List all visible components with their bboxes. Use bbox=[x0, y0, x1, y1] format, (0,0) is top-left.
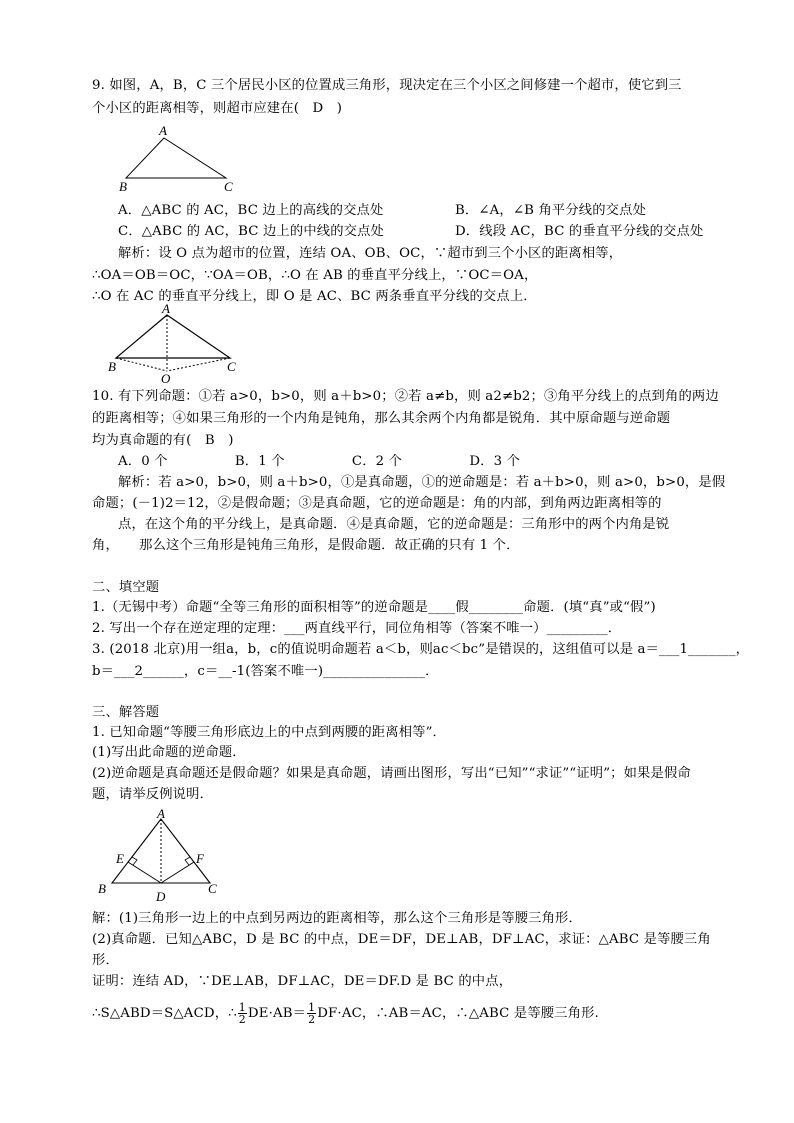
section-fill-in-title: 二、填空题 bbox=[92, 580, 160, 595]
fig3-label-f: F bbox=[196, 851, 204, 866]
triangle-figure-abco bbox=[100, 303, 250, 385]
fig2-label-c: C bbox=[227, 359, 236, 374]
q9-explanation-line3: ∴O 在 AC 的垂直平分线上，即 O 是 AC、BC 两条垂直平分线的交点上． bbox=[92, 289, 537, 304]
q10-explanation-line3: 点，在这个角的平分线上，是真命题．④是真命题，它的逆命题是：三角形中的两个内角是锐 bbox=[118, 517, 670, 532]
isosceles-triangle-figure bbox=[92, 806, 232, 906]
solution-part2-line1: (2)真命题．已知△ABC，D 是 BC 的中点，DE＝DF，DE⊥AB，DF⊥AC，求证：△ABC 是等腰三角 bbox=[92, 932, 711, 947]
fig3-label-c: C bbox=[208, 881, 217, 896]
fig3-label-b: B bbox=[98, 881, 106, 896]
q9-option-b: B．∠A，∠B 角平分线的交点处 bbox=[455, 203, 647, 218]
q10-options: A．0 个 B．1 个 C．2 个 D．3 个 bbox=[118, 454, 521, 469]
proof-line1: 证明：连结 AD，∵DE⊥AB，DF⊥AC，DE＝DF.D 是 BC 的中点， bbox=[92, 974, 513, 989]
q10-stem-line2: 的距离相等；④如果三角形的一个内角是钝角，那么其余两个内角都是锐角．其中原命题与逆命题 bbox=[92, 411, 671, 426]
q10-explanation-line2: 命题；(－1)2＝12，②是假命题；③是真命题，它的逆命题是：角的内部，到角两边距离相等的 bbox=[92, 496, 662, 511]
q9-stem-line2: 个小区的距离相等，则超市应建在( D ) bbox=[92, 101, 343, 116]
fraction-one-half-2: $\frac{1}{2}$ bbox=[308, 1001, 316, 1026]
q9-explanation-line1: 解析：设 O 点为超市的位置，连结 OA、OB、OC，∵超市到三个小区的距离相等， bbox=[118, 246, 623, 261]
fig1-label-b: B bbox=[119, 179, 127, 194]
fig3-label-d: D bbox=[156, 889, 166, 904]
solution-part1: 解：(1)三角形一边上的中点到另两边的距离相等，那么这个三角形是等腰三角形． bbox=[92, 911, 582, 926]
fig2-label-a: A bbox=[162, 303, 170, 316]
proof-line2-part3: DF·AC，∴AB＝AC，∴△ABC 是等腰三角形. bbox=[317, 1006, 599, 1021]
fig1-label-a: A bbox=[159, 123, 167, 138]
answer-q1-part2-line2: 题，请举反例说明． bbox=[92, 787, 214, 802]
solution-part2-line2: 形． bbox=[92, 953, 119, 968]
q9-option-d: D．线段 AC，BC 的垂直平分线的交点处 bbox=[455, 224, 704, 239]
q10-explanation-line4: 角， 那么这个三角形是钝角三角形，是假命题．故正确的只有 1 个． bbox=[92, 538, 520, 553]
fig3-label-e: E bbox=[116, 851, 124, 866]
fig2-label-b: B bbox=[108, 359, 116, 374]
q9-option-c: C．△ABC 的 AC，BC 边上的中线的交点处 bbox=[118, 224, 385, 239]
q10-stem-line3: 均为真命题的有( B ) bbox=[92, 433, 234, 448]
proof-line2-part2: DE·AB＝ bbox=[247, 1006, 307, 1021]
fraction-one-half-1: $\frac{1}{2}$ bbox=[238, 1001, 246, 1026]
answer-q1-part2-line1: (2)逆命题是真命题还是假命题？如果是真命题，请画出图形，写出“已知”“求证”“证明”；如果是假命 bbox=[92, 766, 691, 781]
fill-q3-line1: 3. (2018 北京)用一组a，b，c的值说明命题若 a＜b，则ac＜bc”是错误的，这组值可以是 a＝___1_______， bbox=[92, 642, 750, 657]
section-answer-title: 三、解答题 bbox=[92, 705, 160, 720]
fig3-label-a: A bbox=[157, 806, 165, 821]
fill-q3-line2: b＝___2______，c＝__-1(答案不唯一)_______________． bbox=[92, 664, 439, 679]
fill-q2: 2. 写出一个存在逆定理的定理：___两直线平行，同位角相等（答案不唯一）_________． bbox=[92, 621, 622, 636]
fig2-label-o: O bbox=[161, 371, 171, 385]
answer-q1-part1: (1)写出此命题的逆命题． bbox=[92, 745, 246, 760]
q10-explanation-line1: 解析：若 a>0，b>0，则 a＋b>0，①是真命题，①的逆命题是：若 a＋b>0，则 a>0，b>0，是假 bbox=[118, 475, 726, 490]
q9-explanation-line2: ∴OA＝OB＝OC，∵OA＝OB，∴O 在 AB 的垂直平分线上，∵OC＝OA， bbox=[92, 268, 538, 283]
answer-q1-stem: 1. 已知命题“等腰三角形底边上的中点到两腰的距离相等”． bbox=[92, 725, 446, 740]
q9-option-a: A．△ABC 的 AC，BC 边上的高线的交点处 bbox=[118, 203, 384, 218]
proof-line2 bbox=[92, 1002, 599, 1025]
fill-q1: 1.（无锡中考）命题“全等三角形的面积相等”的逆命题是____假________命题．(填“真”或“假”) bbox=[92, 600, 656, 615]
fig1-label-c: C bbox=[224, 179, 233, 194]
q10-stem-line1: 10. 有下列命题：①若 a>0，b>0，则 a＋b>0；②若 a≠b，则 a2≠b2；③角平分线上的点到角的两边 bbox=[92, 389, 719, 404]
triangle-figure-abc bbox=[110, 122, 250, 194]
q9-stem-line1: 9. 如图，A，B，C 三个居民小区的位置成三角形，现决定在三个小区之间修建一个超市，使它到三 bbox=[92, 78, 682, 93]
proof-line2-part1: ∴S△ABD＝S△ACD，∴ bbox=[92, 1006, 237, 1021]
